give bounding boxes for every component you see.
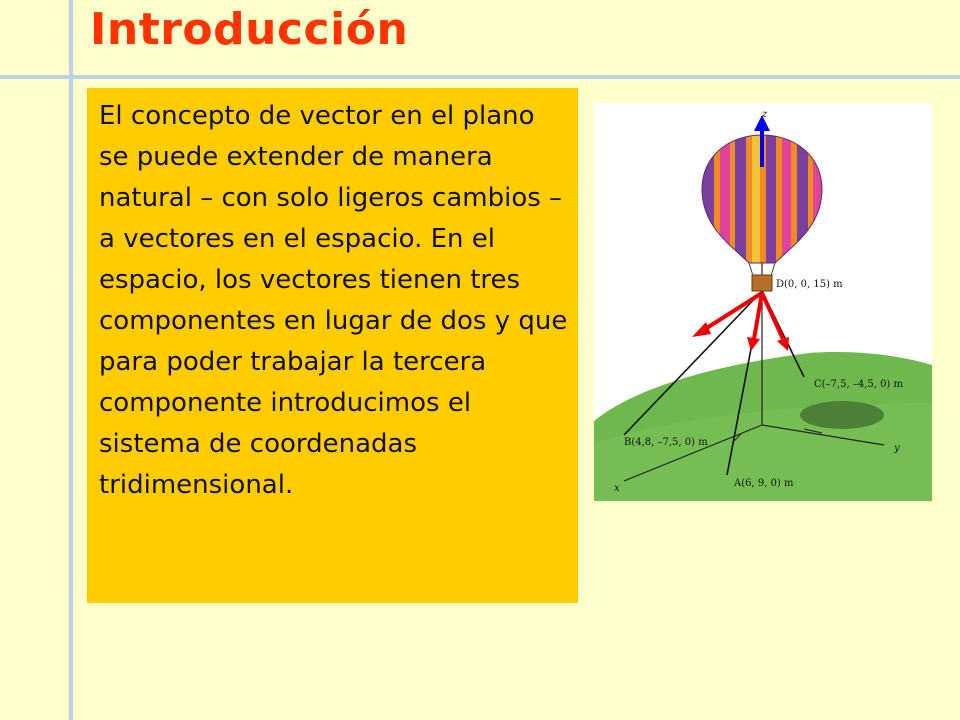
force-arrows	[692, 293, 789, 351]
y-axis-label: y	[894, 443, 900, 454]
point-d-label: D(0, 0, 15) m	[776, 279, 843, 290]
point-a-label: A(6, 9, 0) m	[734, 478, 794, 489]
x-axis-label: x	[614, 483, 620, 494]
body-text: El concepto de vector en el plano se puede extender de manera natural – con solo ligeros cambios – a vectores en el espacio. En el espacio, los vectores tienen tres componentes en lugar de dos y que para poder trabajar la tercera componente introducimos el sistema de coordenadas tridimensional.	[87, 88, 578, 603]
balloon-diagram	[594, 103, 932, 501]
balloon-shadow	[800, 401, 884, 429]
horizontal-rule	[0, 75, 960, 79]
point-c-label: C(–7,5, –4,5, 0) m	[814, 379, 903, 390]
z-axis-label: z	[762, 109, 768, 120]
point-b-label: B(4,8, –7,5, 0) m	[624, 437, 708, 448]
vertical-rule	[69, 0, 73, 720]
balloon-basket	[752, 275, 772, 291]
slide-title: Introducción	[90, 4, 409, 55]
